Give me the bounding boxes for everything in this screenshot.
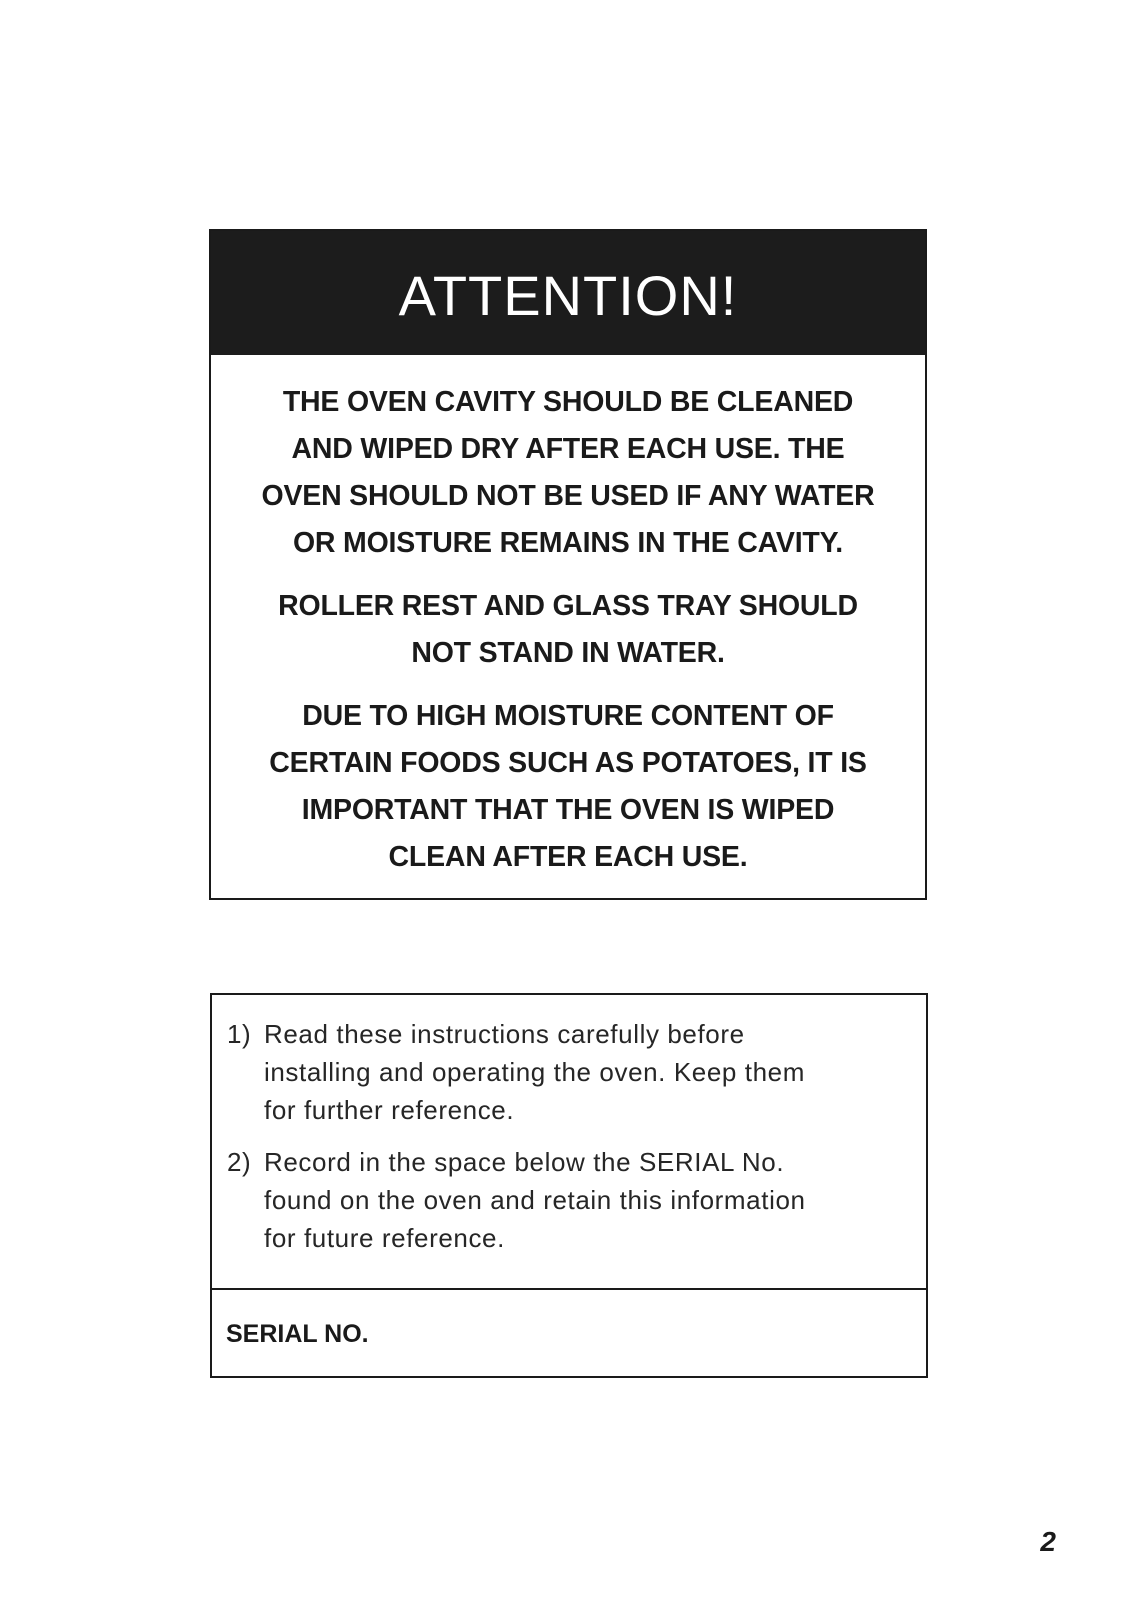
serial-number-label: SERIAL NO. xyxy=(226,1320,369,1348)
instructions-box xyxy=(210,993,928,1378)
instruction-item xyxy=(227,1015,906,1129)
page-number: 2 xyxy=(1040,1526,1056,1557)
attention-header xyxy=(211,231,925,355)
warning-paragraph-moisture: DUE TO HIGH MOISTURE CONTENT OF CERTAIN FOODS SUCH AS POTATOES, IT IS IMPORTANT THAT THE OVEN IS WIPED CLEAN AFTER EACH USE. xyxy=(269,700,867,873)
instructions-list xyxy=(212,995,926,1257)
serial-number-field[interactable] xyxy=(212,1288,926,1376)
warning-paragraph-cleaning: THE OVEN CAVITY SHOULD BE CLEANED AND WIPED DRY AFTER EACH USE. THE OVEN SHOULD NOT BE USED IF ANY WATER OR MOISTURE REMAINS IN THE CAVITY. xyxy=(261,386,875,559)
instruction-number: 2) xyxy=(227,1147,252,1177)
instruction-item xyxy=(227,1143,906,1257)
instruction-number: 1) xyxy=(227,1019,252,1049)
attention-body xyxy=(211,355,925,881)
attention-title: ATTENTION! xyxy=(398,263,738,327)
instruction-text: Record in the space below the SERIAL No. found on the oven and retain this information for future reference. xyxy=(264,1147,806,1253)
warning-paragraph-roller-rest: ROLLER REST AND GLASS TRAY SHOULD NOT STAND IN WATER. xyxy=(278,590,858,669)
instruction-text: Read these instructions carefully before installing and operating the oven. Keep them for further reference. xyxy=(264,1019,805,1125)
attention-box xyxy=(209,229,927,900)
